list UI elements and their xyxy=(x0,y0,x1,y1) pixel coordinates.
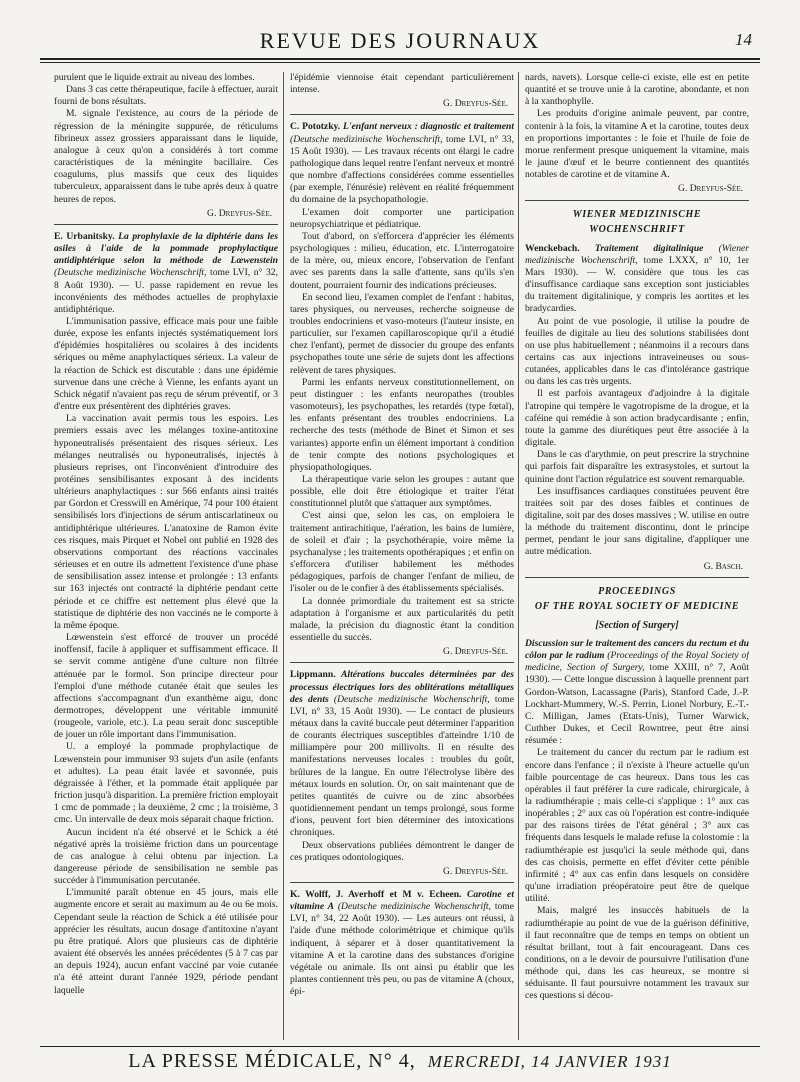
paragraph: La donnée primordiale du traitement est sa stricte adaptation à l'organisme et aux particularités du petit malade, la précision du diagnostic étant la condition essentielle du succès. xyxy=(290,595,514,644)
article-wenckebach xyxy=(525,243,749,316)
signature: G. Dreyfus-Sée. xyxy=(443,646,508,658)
article-urbanitsky xyxy=(54,231,278,316)
page-number: 14 xyxy=(735,30,752,49)
article-wolff xyxy=(290,889,514,998)
article-title: La prophylaxie de la diphtérie dans les asiles à l'aide de la pommade prophylactique antidiphtérique selon la méthode de Lœwenstein xyxy=(54,230,278,267)
column-divider xyxy=(518,72,519,1040)
footer-rule xyxy=(40,1046,760,1047)
signature: G. Dreyfus-Sée. xyxy=(443,865,508,877)
article-title: Discussion sur le traitement des cancers du rectum et du côlon par le radium xyxy=(525,637,749,662)
section-heading-proceedings xyxy=(525,584,749,614)
section-heading-line: OF THE ROYAL SOCIETY OF MEDICINE xyxy=(534,600,740,612)
column-left xyxy=(54,72,278,1040)
header-rule xyxy=(40,58,760,60)
paragraph: La thérapeutique varie selon les groupes : autant que possible, elle doit être étiologique et traiter l'état constitutionnel plutôt que s'attaquer aux symptômes. xyxy=(290,474,514,510)
article-title: Traitement digitalinique xyxy=(594,242,704,254)
article-title: Carotine et vitamine A xyxy=(290,889,514,913)
paragraph: C'est ainsi que, selon les cas, on emploiera le traitement antirachitique, l'aération, les bains de lumière, de soleil et d'air ; la psychothérapie, voire même la psychanalyse ; les traitements opothérapiques ; et enfin on s'efforcera d'utiliser habilement les méthodes pédagogiques, parfois de changer l'enfant de milieu, de l'isoler ou de le confier à des établissements spécialisés. xyxy=(290,510,514,595)
article-source: (Deutsche medizinische Wochenschrift, xyxy=(337,901,491,913)
article-author: C. Pototzky. xyxy=(290,121,341,133)
column-middle xyxy=(290,72,514,1040)
article-author: E. Urbanitsky. xyxy=(54,230,115,242)
paragraph: Parmi les enfants nerveux constitutionnellement, on peut distinguer : les enfants neuropathes (troubles vasomoteurs), les psychopathes, les retardés (type fœtal), les enfants présentant des troubles endocriniens. La recherche des tests (méthode de Binet et Simon et ses variantes) apporte enfin un élément important à condition de tenir compte des notions psychologiques et physiopathologiques. xyxy=(290,376,514,473)
page-footer xyxy=(40,1050,760,1073)
paragraph: La vaccination avait permis tous les espoirs. Les premiers essais avec les mélanges toxine-antitoxine hyponeutralisés présentaient des risques sérieux. Les mélanges neutralisés ou hyponeutralisés, injectés à plusieurs reprises, ont l'inconvénient d'introduire des protéines sensibilisantes exposant à des incidents ultérieurs anaphylactiques : sur 566 enfants ainsi traités par Gordon et Cresswill en Amérique, 74 pour 100 étaient sensibilisés lors d'injections de sérum antiscarlatineux ou antidiphtérique ultérieures. L'anatoxine de Ramon évite ces risques, mais Pirquet et Nobel ont publié en 1928 des observations comportant des réactions vaccinales sérieuses et en outre ils admettent l'existence d'une phase de sensibilisation assez intense et prolongée : 13 enfants sur 163 injectés ont contracté la diphtérie pendant cette période et ce chiffre est nettement plus élevé que la statistique de diphtérie des non vaccinés ne le comporte à la même époque. xyxy=(54,413,278,631)
column-right xyxy=(525,72,749,1040)
journal-name: LA PRESSE MÉDICALE, N° 4, xyxy=(128,1050,416,1072)
section-heading-line: PROCEEDINGS xyxy=(598,585,676,597)
header-rule-thin xyxy=(40,62,760,63)
paragraph: M. signale l'existence, au cours de la période de régression de la méningite suppurée, de réticulums fibrineux assez grossiers apparaissant dans le liquide, analogue à ceux qu'on a considérés à tort comme caractéristiques de la méningite bacillaire. Ces coagulums, plus massifs que ceux des liquides tuberculeux, apparaissent dans le tube après deux à quatre heures de repos. xyxy=(54,108,278,205)
signature: G. Basch. xyxy=(703,560,743,572)
article-lippmann xyxy=(290,669,514,839)
article-divider xyxy=(290,114,514,115)
article-pototzky xyxy=(290,121,514,206)
paragraph: Deux observations publiées démontrent le danger de ces pratiques odontologiques. xyxy=(290,839,514,863)
article-author: K. Wolff, J. Averhoff et M v. Echeen. xyxy=(290,889,462,900)
article-source: (Proceedings of the Royal Society of medicine, Section of Surgery, xyxy=(525,650,749,674)
paragraph: Les insuffisances cardiaques constituées peuvent être traitées soit par des doses faibles et continues de digitaline, soit par des doses massives ; W. utilise en outre la méthode du traitement discontinu, dont le principe permet, pendant le jour sans digitaline, d'appliquer une autre médication. xyxy=(525,485,749,558)
paragraph: Le traitement du cancer du rectum par le radium est encore dans l'enfance ; il n'existe à l'heure actuelle qu'un faible pourcentage de cas heureux. Dans tous les cas opérables il faut préférer la cure radicale, chirurgicale, à la radiumthérapie ; mais celle-ci s'applique : 1° aux cas inopérables ; 2° aux cas où l'opération est contre-indiquée par des raisons tirées de l'état général ; 3° aux cas fréquents dans lesquels le malade refuse la colostomie : la radiumthérapie est jusqu'ici la seule méthode qui, dans des cas choisis, permette en effet d'éviter cette pénible infirmité ; 4° aux cas enfin dans lesquels on considère qu'une irradiation préopératoire peut être de quelque utilité. xyxy=(525,747,749,905)
paragraph: L'immunisation passive, efficace mais pour une faible durée, expose les enfants injectés systématiquement lors d'épidémies hospitalières ou scolaires à des incidents sériques ou même anaphylactiques sérieux. La valeur de la réaction de Schick est discutable : dans une épidémie survenue dans une crèche à Vienne, les enfants ayant un Schick négatif n'avaient pas reçu de sérum préventif, or 3 d'entre eux présentèrent des diphtéries graves. xyxy=(54,315,278,413)
signature: G. Dreyfus-Sée. xyxy=(678,183,743,195)
paragraph: nards, navets). Lorsque celle-ci existe, elle est en petite quantité et se trouve unie à la carotine, abondante, et non à la xanthophylle. xyxy=(525,72,749,108)
paragraph: U. a employé la pommade prophylactique de Lœwenstein pour immuniser 93 sujets d'un asile (enfants et adultes). La peau était lavée et savonnée, puis dégraissée à l'éther, et la pommade était appliquée par friction jusqu'à disparition. La première friction employait 1 cmc de pommade ; la deuxième, 2 cmc ; la troisième, 3 cmc. Un intervalle de deux mois séparait chaque friction. xyxy=(54,741,278,826)
article-divider xyxy=(54,224,278,225)
paragraph: Les produits d'origine animale peuvent, par contre, contenir à la fois, la vitamine A et la carotine, toutes deux en proportions importantes : le foie et l'huile de foie de morue renferment presque uniquement la vitamine, mais le jaune d'œuf et le beurre contiennent des quantités notables de carotine et de vitamine A. xyxy=(525,108,749,181)
running-title: REVUE DES JOURNAUX xyxy=(259,28,541,53)
paragraph: l'épidémie viennoise était cependant particulièrement intense. xyxy=(290,72,514,96)
article-divider xyxy=(290,662,514,663)
article-text: tome LVI, n° 33, 15 Août 1930). — Les travaux récents ont élargi le cadre pathologique dans lequel rentre l'enfant nerveux et montré que nombre d'affections considérées comme essentielles (par exemple, l'énurésie) relèvent en réalité fréquemment du domaine de la psychopathologie. xyxy=(290,133,514,206)
page-header xyxy=(40,28,760,58)
article-divider xyxy=(525,200,749,201)
paragraph: En second lieu, l'examen complet de l'enfant : habitus, tares physiques, ou nerveuses, recherche soigneuse de troubles endocriniens et vaso-moteurs (l'auteur insiste, en particulier, sur l'examen capillaroscopique qu'il a étudié chez l'enfant), permet de dissocier du groupe des enfants psychopathes toute une série de sujets dont les affections relèvent de tares physiques. xyxy=(290,291,514,376)
section-heading-wiener xyxy=(525,207,749,237)
paragraph: L'immunité paraît obtenue en 45 jours, mais elle augmente encore et serait au maximum au 4e ou 6e mois. Cependant seule la réaction de Schick a été utilisée pour apprécier les résultats, aucun dosage d'antitoxine n'ayant pu être pratiqué. Alors que plusieurs cas de diphtérie avaient été observés les années précédentes (5 à 7 cas par an depuis 1924), aucun enfant vacciné par voie cutanée n'a été atteint durant l'année 1929, période pendant laquelle xyxy=(54,887,278,996)
article-source: (Deutsche medizinische Wochenschrift, xyxy=(290,133,443,145)
article-text: tome XXIII, n° 7, Août 1930). — Cette longue discussion à laquelle prennent part Gordon-Watson, Lacassagne (Paris), Stanford Cade, J.-P. Lockhart-Mummery, W.-S. Perrin, Lionel Norbury, E.-T.-C. Milligan, James (Etats-Unis), Turner Warwick, Cuthber Dukes, et Cecil Rowntree, peut être ainsi résumée : xyxy=(525,662,749,747)
paragraph: Il est parfois avantageux d'adjoindre à la digitale l'atropine qui tempère le vagotropisme de la drogue, et la caféine qui remédie à son action bradycardisante ; enfin, toute la gamme des diurétiques peut être associée à la digitale. xyxy=(525,388,749,449)
article-radium xyxy=(525,638,749,747)
article-source: (Wiener medizinische Wochenschrift, xyxy=(525,242,749,266)
section-heading-line: WIENER MEDIZINISCHE xyxy=(572,208,702,220)
article-author: Lippmann. xyxy=(290,669,336,681)
issue-date: MERCREDI, 14 JANVIER 1931 xyxy=(427,1052,672,1071)
paragraph: Aucun incident n'a été observé et le Schick a été négativé après la troisième friction dans un pourcentage de cas analogue à celui obtenu par injection. La dangereuse période de sensibilisation ne semble pas succéder à l'immunisation percutanée. xyxy=(54,826,278,887)
paragraph: Au point de vue posologie, il utilise la poudre de feuilles de digitale au lieu des solutions stabilisées dont on use plus habituellement ; néanmoins il a recours dans certains cas aux injections intraveineuses ou sous-cutanées, applicables dans le cas d'intolérance gastrique ou dans les cas très urgents. xyxy=(525,315,749,388)
article-text: tome LVI, n° 33, 15 Août 1930). — Le contact de plusieurs métaux dans la cavité buccale peut déterminer l'apparition de courants électriques susceptibles d'atteindre 1/10 de milliampère pour 200 millivolts. Il en résulte des manifestations nerveuses locales : troubles du goût, brûlures de la langue. En outre l'électrolyse libère des métaux lourds en solution. Or, on sait maintenant que de petites quantités de cuivre ou de zinc absorbées quotidiennement pendant un temps prolongé, sous forme d'ions, peuvent fort bien déterminer des intoxications chroniques. xyxy=(290,693,514,839)
column-divider xyxy=(283,72,284,1040)
article-title: L'enfant nerveux : diagnostic et traitement xyxy=(342,121,514,133)
article-text: tome LVI, n° 34, 22 Août 1930). — Les auteurs ont réussi, à l'aide d'une méthode colorimétrique et chimique qu'ils indiquent, à séparer et à doser quantitativement la vitamine A et la carotine dans des substances d'origine végétale ou animale. Ils ont ainsi pu établir que les plantes contiennent très peu, ou pas de vitamine A (choux, épi- xyxy=(290,901,514,998)
article-divider xyxy=(290,882,514,883)
article-text: tome LXXX, n° 10, 1er Mars 1930). — W. considère que tous les cas d'insuffisance cardiaque sans exception sont justiciables du traitement digitalinique, y compris les aortites et les bradycardies. xyxy=(525,254,749,315)
article-divider xyxy=(525,577,749,578)
paragraph: Lœwenstein s'est efforcé de trouver un procédé inoffensif, facile à appliquer et suffisamment efficace. Il se servit comme antigène d'une culture non filtrée atténuée par le formol. Son principe directeur pour l'emploi d'une méthode cutanée était que seules les affections s'accompagnant d'un exanthème aigu, donc dermotropes, développent une véritable immunité (rougeole, variole, etc.). La peau serait donc susceptible de jouer un rôle important dans l'immunisation. xyxy=(54,632,278,741)
article-source: (Deutsche medizinische Wochenschrift, xyxy=(333,693,490,705)
signature: G. Dreyfus-Sée. xyxy=(207,207,272,219)
article-title: Altérations buccales déterminées par des processus électriques lors des oblitérations métalliques des dents xyxy=(290,669,514,705)
paragraph: Dans le cas d'arythmie, on peut prescrire la strychnine qui parfois fait disparaître les extrasystoles, et surtout la quinine dont l'action régulatrice est souvent remarquable. xyxy=(525,449,749,485)
paragraph: purulent que le liquide extrait au niveau des lombes. xyxy=(54,72,255,83)
paragraph: Dans 3 cas cette thérapeutique, facile à effectuer, aurait fourni de bons résultats. xyxy=(54,84,278,108)
paragraph: L'examen doit comporter une participation neuropsychiatrique et pédiatrique. xyxy=(290,206,514,230)
paragraph: Tout d'abord, on s'efforcera d'apprécier les éléments psychologiques : milieu, éducation, etc. L'interrogatoire de la mère, ou, mieux encore, l'observation de l'enfant avec ses parents dans la salle d'attente, sans qu'ils s'en doutent, pourraient fournir des indications précieuses. xyxy=(290,230,514,291)
section-subheading: [Section of Surgery] xyxy=(595,619,679,631)
article-text: tome LVI, n° 32, 8 Août 1930). — U. passe rapidement en revue les inconvénients des méthodes actuelles de prophylaxie antidiphtérique. xyxy=(54,267,278,315)
paragraph: Mais, malgré les insuccès habituels de la radiumthérapie au point de vue de la guérison définitive, il faut reconnaître que de temps en temps on obtient un résultat brillant, tout à fait encourageant. Dans ces conditions, on a le devoir de poursuivre l'utilisation d'une méthode qui, dans les cas heureux, se montre si séduisante. Il faut poursuivre notamment les travaux sur ces questions si décou- xyxy=(525,905,749,1002)
article-author: Wenckebach. xyxy=(525,242,580,254)
section-heading-line: WOCHENSCHRIFT xyxy=(589,223,685,235)
article-source: (Deutsche medizinische Wochenschrift, xyxy=(54,267,207,279)
signature: G. Dreyfus-Sée. xyxy=(443,98,508,110)
